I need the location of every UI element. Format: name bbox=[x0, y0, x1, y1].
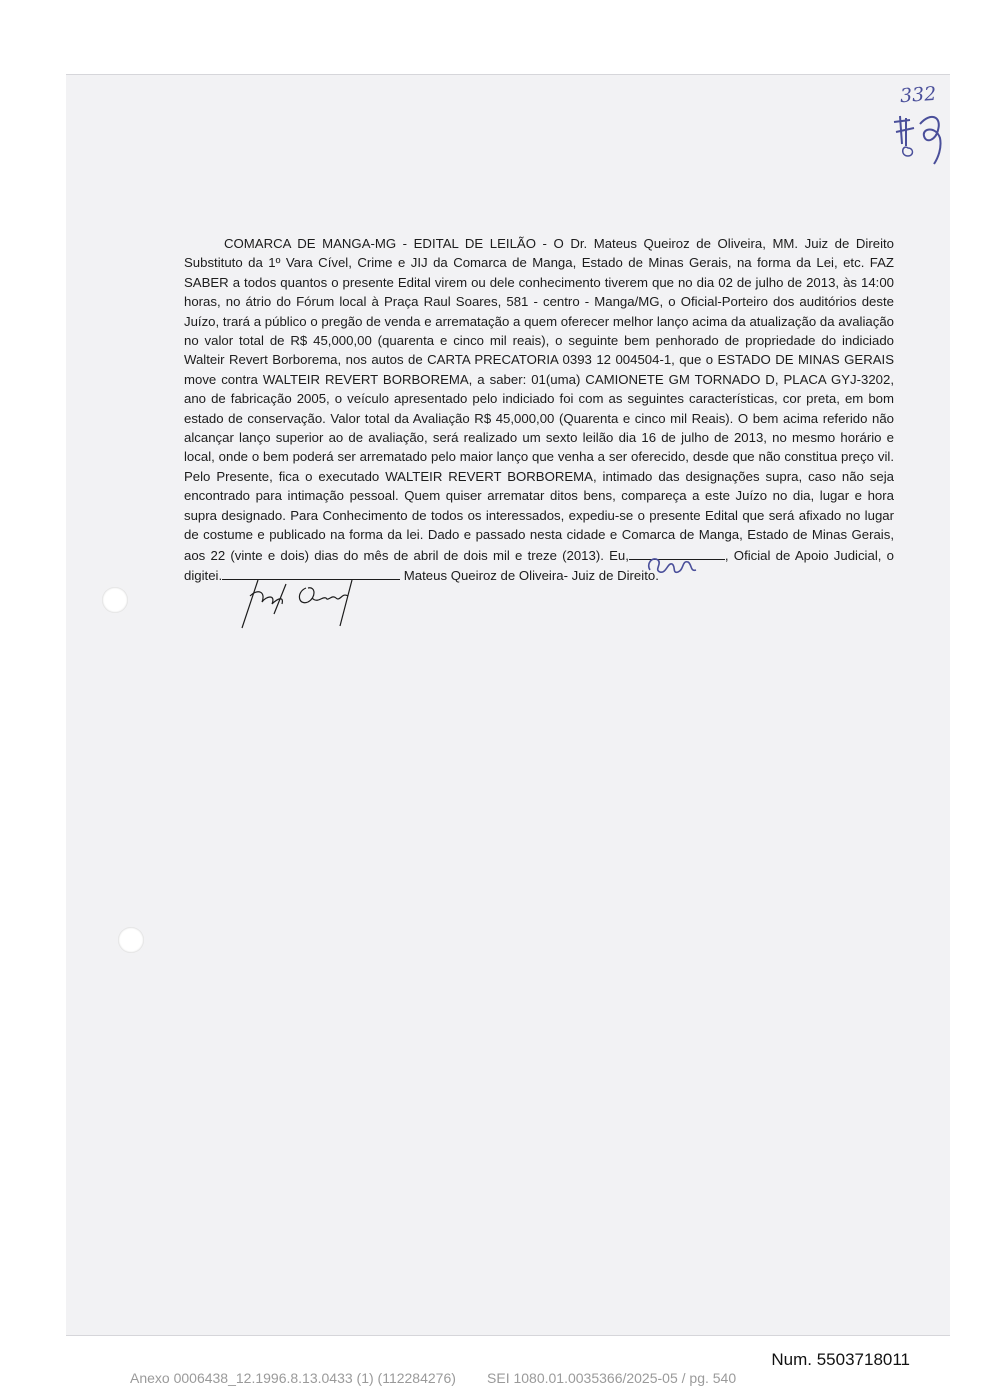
judge-signature-line bbox=[222, 565, 400, 580]
folio-stamp bbox=[880, 82, 960, 172]
folio-number: 332 bbox=[899, 82, 937, 108]
folio-initials-signature bbox=[880, 82, 960, 172]
document-number: Num. 5503718011 bbox=[771, 1350, 910, 1369]
clerk-signature-line bbox=[629, 545, 725, 560]
annex-reference: Anexo 0006438_12.1996.8.13.0433 (1) (112284276) SEI 1080.01.0035366/2025-05 / pg. 540 bbox=[130, 1370, 737, 1386]
clerk-role-text: , Oficial de Apoio Judicial, o digitei. bbox=[184, 547, 894, 583]
edital-main-text: COMARCA DE MANGA-MG - EDITAL DE LEILÃO - O Dr. Mateus Queiroz de Oliveira, MM. Juiz de Direito Substituto da 1º Vara Cível, Crime e JIJ da Comarca de Manga, Estado de Minas Gerais, na forma da Lei, etc. FAZ SABER a todos quantos o presente Edital virem ou dele conhecimento tiverem que no dia 02 de julho de 2013, às 14:00 horas, no átrio do Fórum local à Praça Raul Soares, 581 - centro - Manga/MG, o Oficial-Porteiro dos auditórios deste Juízo, trará a público o pregão de venda e arrematação a quem oferecer melhor lanço acima da atualização da avaliação no valor total de R$ 45,000,00 (quarenta e cinco mil reais), o seguinte bem penhorado de propriedade do indiciado Walteir Revert Borborema, nos autos de CARTA PRECATORIA 0393 12 004504-1, que o ESTADO DE MINAS GERAIS move contra WALTEIR REVERT BORBOREMA, a saber: 01(uma) CAMIONETE GM TORNADO D, PLACA GYJ-3202, ano de fabricação 2005, o veículo apresentado pelo indiciado foi com as seguintes características, cor preta, em bom estado de conservação. Valor total da Avaliação R$ 45,000,00 (Quarenta e cinco mil Reais). O bem acima referido não alcançar lanço superior ao de avaliação, será realizado um sexto leilão dia 16 de julho de 2013, no mesmo horário e local, onde o bem poderá ser arrematado pelo maior lanço que venha a ser oferecido, desde que não constitua preço vil. Pelo Presente, fica o executado WALTEIR REVERT BORBOREMA, intimado das designações supra, caso não seja encontrado para intimação pessoal. Quem quiser arrematar ditos bens, compareça a este Juízo no dia, lugar e hora supra designado. Para Conhecimento de todos os interessados, expediu-se o presente Edital que será afixado no lugar de costume e publicado na forma da lei. Dado e passado nesta cidade e Comarca de Manga, Estado de Minas Gerais, aos 22 (vinte e dois) dias do mês de abril de dois mil e treze (2013). Eu, bbox=[184, 236, 894, 563]
judge-signature-caption: Mateus Queiroz de Oliveira- Juiz de Direito. bbox=[403, 567, 659, 583]
punch-hole-bottom bbox=[118, 927, 144, 953]
punch-hole-top bbox=[102, 587, 128, 613]
edital-body bbox=[184, 234, 894, 585]
